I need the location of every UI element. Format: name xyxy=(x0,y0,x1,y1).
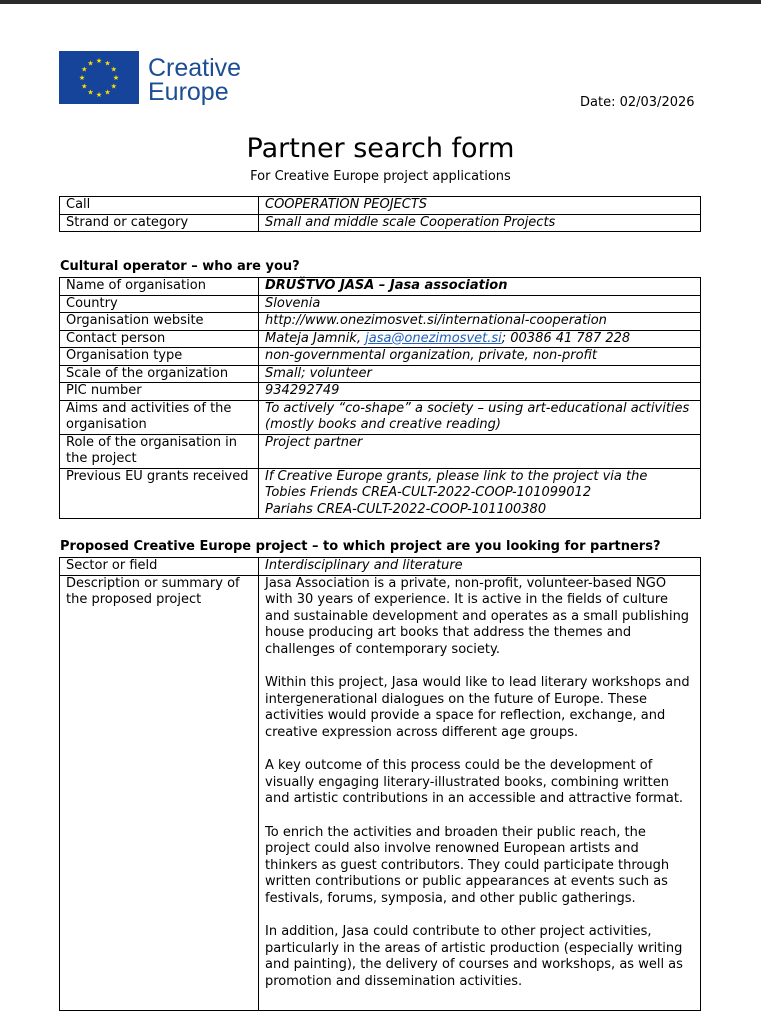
table-row xyxy=(60,575,701,1011)
table-row xyxy=(60,383,701,401)
proposed-project-table xyxy=(59,557,701,1011)
top-window-bar xyxy=(0,0,761,4)
sector-label: Sector or field xyxy=(60,558,259,576)
eu-flag-icon xyxy=(59,51,139,104)
description-paragraph: In addition, Jasa could contribute to other project activities, particularly in the areas of artistic production (especially writing and painting), the delivery of courses and workshops, as well as promotion and dissemination activities. xyxy=(265,924,683,989)
logo-line-2: Europe xyxy=(148,78,229,106)
star-icon: ★ xyxy=(81,65,88,74)
description-paragraph: A key outcome of this process could be the development of visually engaging literary-illustrated books, combining written and artistic contributions in an accessible and attractive format. xyxy=(265,758,684,806)
scale-label: Scale of the organization xyxy=(60,365,259,383)
star-icon: ★ xyxy=(87,88,94,97)
description-value xyxy=(259,575,701,1011)
logo-line-1: Creative xyxy=(148,54,242,82)
star-icon: ★ xyxy=(104,88,111,97)
description-paragraph: To enrich the activities and broaden their public reach, the project could also involve renowned European artists and thinkers as guest contributors. They could participate through written contributions or public appearances at events such as festivals, forums, symposia, and other public gatherings. xyxy=(265,824,670,906)
call-label: Call xyxy=(60,197,259,215)
contact-email-link[interactable]: jasa@onezimosvet.si xyxy=(365,330,502,346)
star-icon: ★ xyxy=(110,82,117,91)
proposed-project-heading: Proposed Creative Europe project – to which project are you looking for partners? xyxy=(60,539,661,554)
page-title: Partner search form xyxy=(246,133,515,164)
grants-line: Pariahs CREA-CULT-2022-COOP-101100380 xyxy=(265,501,547,517)
org-name-value: DRUŠTVO JASA – Jasa association xyxy=(259,278,701,296)
cultural-operator-heading: Cultural operator – who are you? xyxy=(60,259,300,274)
grants-value xyxy=(259,468,701,519)
website-value: http://www.onezimosvet.si/international-cooperation xyxy=(259,313,701,331)
aims-label: Aims and activities of the organisation xyxy=(60,400,259,434)
table-row xyxy=(60,468,701,519)
country-label: Country xyxy=(60,295,259,313)
type-label: Organisation type xyxy=(60,348,259,366)
contact-phone: ; 00386 41 787 228 xyxy=(501,330,631,346)
contact-label: Contact person xyxy=(60,330,259,348)
strand-value: Small and middle scale Cooperation Projects xyxy=(259,214,701,232)
scale-value: Small; volunteer xyxy=(259,365,701,383)
date xyxy=(580,95,695,110)
star-icon: ★ xyxy=(95,91,103,99)
logo-text xyxy=(148,56,241,104)
website-label: Organisation website xyxy=(60,313,259,331)
date-label: Date: xyxy=(580,95,616,110)
star-icon: ★ xyxy=(78,74,86,82)
table-row xyxy=(60,348,701,366)
aims-value: To actively “co-shape” a society – using art-educational activities (mostly books and creative reading) xyxy=(259,400,701,434)
grants-line: Tobies Friends CREA-CULT-2022-COOP-101099012 xyxy=(265,485,592,500)
star-icon: ★ xyxy=(95,57,103,65)
table-row xyxy=(60,295,701,313)
org-name-label: Name of organisation xyxy=(60,278,259,296)
strand-label: Strand or category xyxy=(60,214,259,232)
type-value: non-governmental organization, private, non-profit xyxy=(259,348,701,366)
cultural-operator-table xyxy=(59,277,701,519)
table-row xyxy=(60,434,701,468)
country-value: Slovenia xyxy=(259,295,701,313)
table-row xyxy=(60,400,701,434)
description-paragraph: Within this project, Jasa would like to lead literary workshops and intergenerational dialogues on the future of Europe. These activities would provide a space for reflection, exchange, and creative expression across different age groups. xyxy=(265,675,690,740)
call-value: COOPERATION PEOJECTS xyxy=(259,197,701,215)
table-row xyxy=(60,313,701,331)
table-row xyxy=(60,330,701,348)
star-icon: ★ xyxy=(87,59,94,68)
table-row xyxy=(60,558,701,576)
table-row xyxy=(60,214,701,232)
star-icon: ★ xyxy=(81,82,88,91)
contact-value xyxy=(259,330,701,348)
date-value: 02/03/2026 xyxy=(619,95,695,110)
creative-europe-logo xyxy=(59,51,241,104)
grants-line: If Creative Europe grants, please link to the project via the xyxy=(265,468,648,484)
table-row xyxy=(60,278,701,296)
description-paragraph: Jasa Association is a private, non-profit, volunteer-based NGO with 30 years of experience. It is active in the fields of culture and sustainable development and operates as a small publishing house producing art books that address the themes and challenges of contemporary society. xyxy=(265,575,690,657)
sector-value: Interdisciplinary and literature xyxy=(259,558,701,576)
role-value: Project partner xyxy=(259,434,701,468)
call-table xyxy=(59,196,701,232)
pic-label: PIC number xyxy=(60,383,259,401)
star-icon: ★ xyxy=(112,74,120,82)
contact-name: Mateja Jamnik, xyxy=(265,330,361,346)
page-subtitle: For Creative Europe project applications xyxy=(250,169,511,184)
star-icon: ★ xyxy=(104,59,111,68)
role-label: Role of the organisation in the project xyxy=(60,434,259,468)
description-label: Description or summary of the proposed project xyxy=(60,575,259,1011)
star-icon: ★ xyxy=(110,65,117,74)
pic-value: 934292749 xyxy=(259,383,701,401)
table-row xyxy=(60,365,701,383)
grants-label: Previous EU grants received xyxy=(60,468,259,519)
table-row xyxy=(60,197,701,215)
